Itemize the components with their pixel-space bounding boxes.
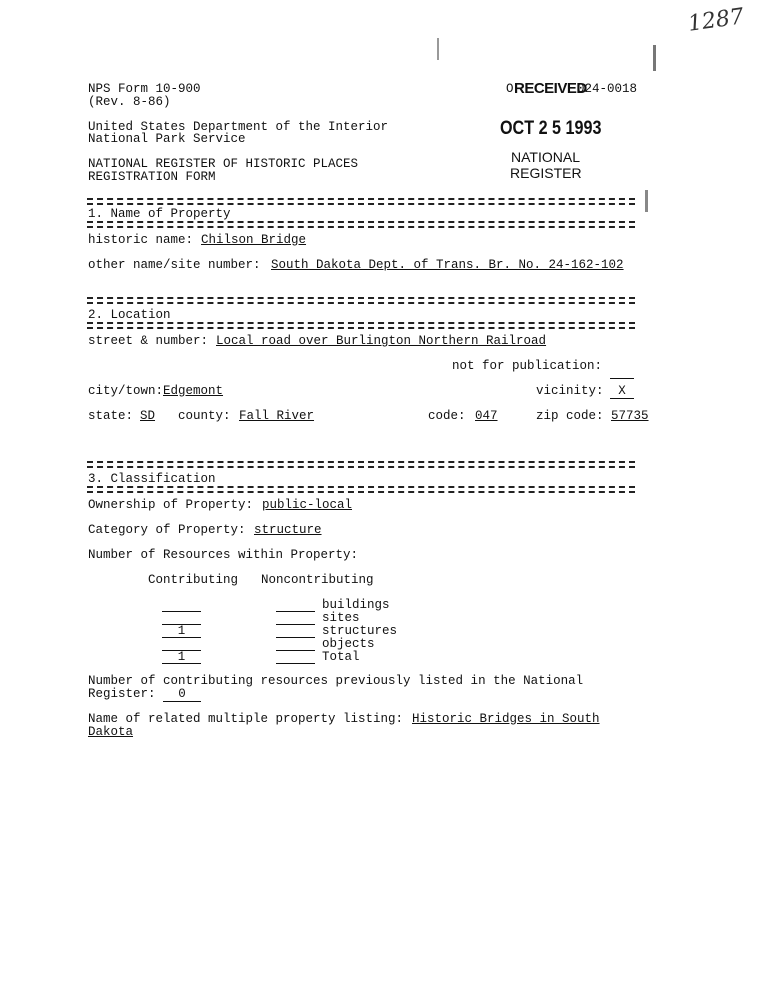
resources-label: Number of Resources within Property: (88, 548, 359, 562)
section-divider (87, 486, 635, 493)
contributing-cell (162, 625, 201, 638)
zip-value: 57735 (611, 409, 649, 423)
section-divider (87, 221, 635, 228)
contributing-cell (162, 599, 201, 612)
not-for-publication-blank (610, 367, 634, 379)
scan-artifact (645, 190, 648, 212)
other-name-label: other name/site number: (88, 258, 261, 272)
state-value: SD (140, 409, 156, 423)
noncontributing-cell (276, 638, 315, 651)
ownership-label: Ownership of Property: (88, 498, 254, 512)
section-3-heading: 3. Classification (88, 472, 216, 486)
section-divider (87, 198, 635, 205)
stamp-date: OCT 2 5 1993 (500, 118, 602, 139)
noncontributing-cell (276, 625, 315, 638)
prev-listed-value: 0 (163, 688, 201, 702)
stamp-register: REGISTER (510, 165, 582, 181)
category-value: structure (254, 523, 322, 537)
contributing-cell (162, 651, 201, 664)
vicinity-value: X (610, 385, 634, 399)
noncontributing-cell (276, 612, 315, 625)
prev-listed-line-1: Number of contributing resources previously listed in the National (88, 674, 584, 688)
scan-artifact (653, 45, 656, 71)
historic-name-label: historic name: (88, 233, 194, 247)
contributing-count: 1 (177, 650, 186, 664)
related-listing-value-line-1: Historic Bridges in South (412, 712, 600, 726)
other-name-value: South Dakota Dept. of Trans. Br. No. 24-162-102 (271, 258, 624, 272)
not-for-publication-label: not for publication: (452, 359, 603, 373)
agency-line-2: National Park Service (88, 132, 246, 146)
county-value: Fall River (239, 409, 315, 423)
handwritten-annotation: 1287 (686, 4, 746, 37)
received-stamp: RECEIVED (514, 80, 587, 97)
omb-prefix: O (506, 82, 514, 96)
noncontributing-cell (276, 651, 315, 664)
related-listing-value-line-2: Dakota (88, 725, 134, 739)
county-label: county: (178, 409, 231, 423)
col-noncontributing: Noncontributing (261, 573, 374, 587)
zip-label: zip code: (536, 409, 604, 423)
contributing-count: 1 (177, 624, 186, 638)
city-label: city/town: (88, 384, 164, 398)
state-label: state: (88, 409, 134, 423)
section-divider (87, 322, 635, 329)
code-label: code: (428, 409, 466, 423)
col-contributing: Contributing (148, 573, 239, 587)
street-value: Local road over Burlington Northern Railroad (216, 334, 547, 348)
resource-row-label: objects (322, 637, 375, 651)
ownership-value: public-local (262, 498, 353, 512)
noncontributing-cell (276, 599, 315, 612)
section-1-heading: 1. Name of Property (88, 207, 231, 221)
resource-row-label: Total (322, 650, 360, 664)
section-divider (87, 461, 635, 468)
omb-number: 024-0018 (577, 82, 638, 96)
stamp-national: NATIONAL (511, 149, 580, 165)
resource-row-label: sites (322, 611, 360, 625)
category-label: Category of Property: (88, 523, 246, 537)
form-id: NPS Form 10-900 (88, 82, 201, 96)
resource-row-label: structures (322, 624, 398, 638)
scan-artifact (437, 38, 439, 60)
form-revision: (Rev. 8-86) (88, 95, 171, 109)
form-title-line-1: NATIONAL REGISTER OF HISTORIC PLACES (88, 157, 359, 171)
resource-row-label: buildings (322, 598, 390, 612)
prev-listed-label: Register: (88, 687, 156, 701)
vicinity-label: vicinity: (536, 384, 604, 398)
city-value: Edgemont (163, 384, 224, 398)
section-2-heading: 2. Location (88, 308, 171, 322)
section-divider (87, 297, 635, 304)
agency-line-1: United States Department of the Interior (88, 120, 389, 134)
code-value: 047 (475, 409, 498, 423)
street-label: street & number: (88, 334, 209, 348)
form-title-line-2: REGISTRATION FORM (88, 170, 216, 184)
historic-name-value: Chilson Bridge (201, 233, 307, 247)
related-listing-label: Name of related multiple property listing: (88, 712, 404, 726)
